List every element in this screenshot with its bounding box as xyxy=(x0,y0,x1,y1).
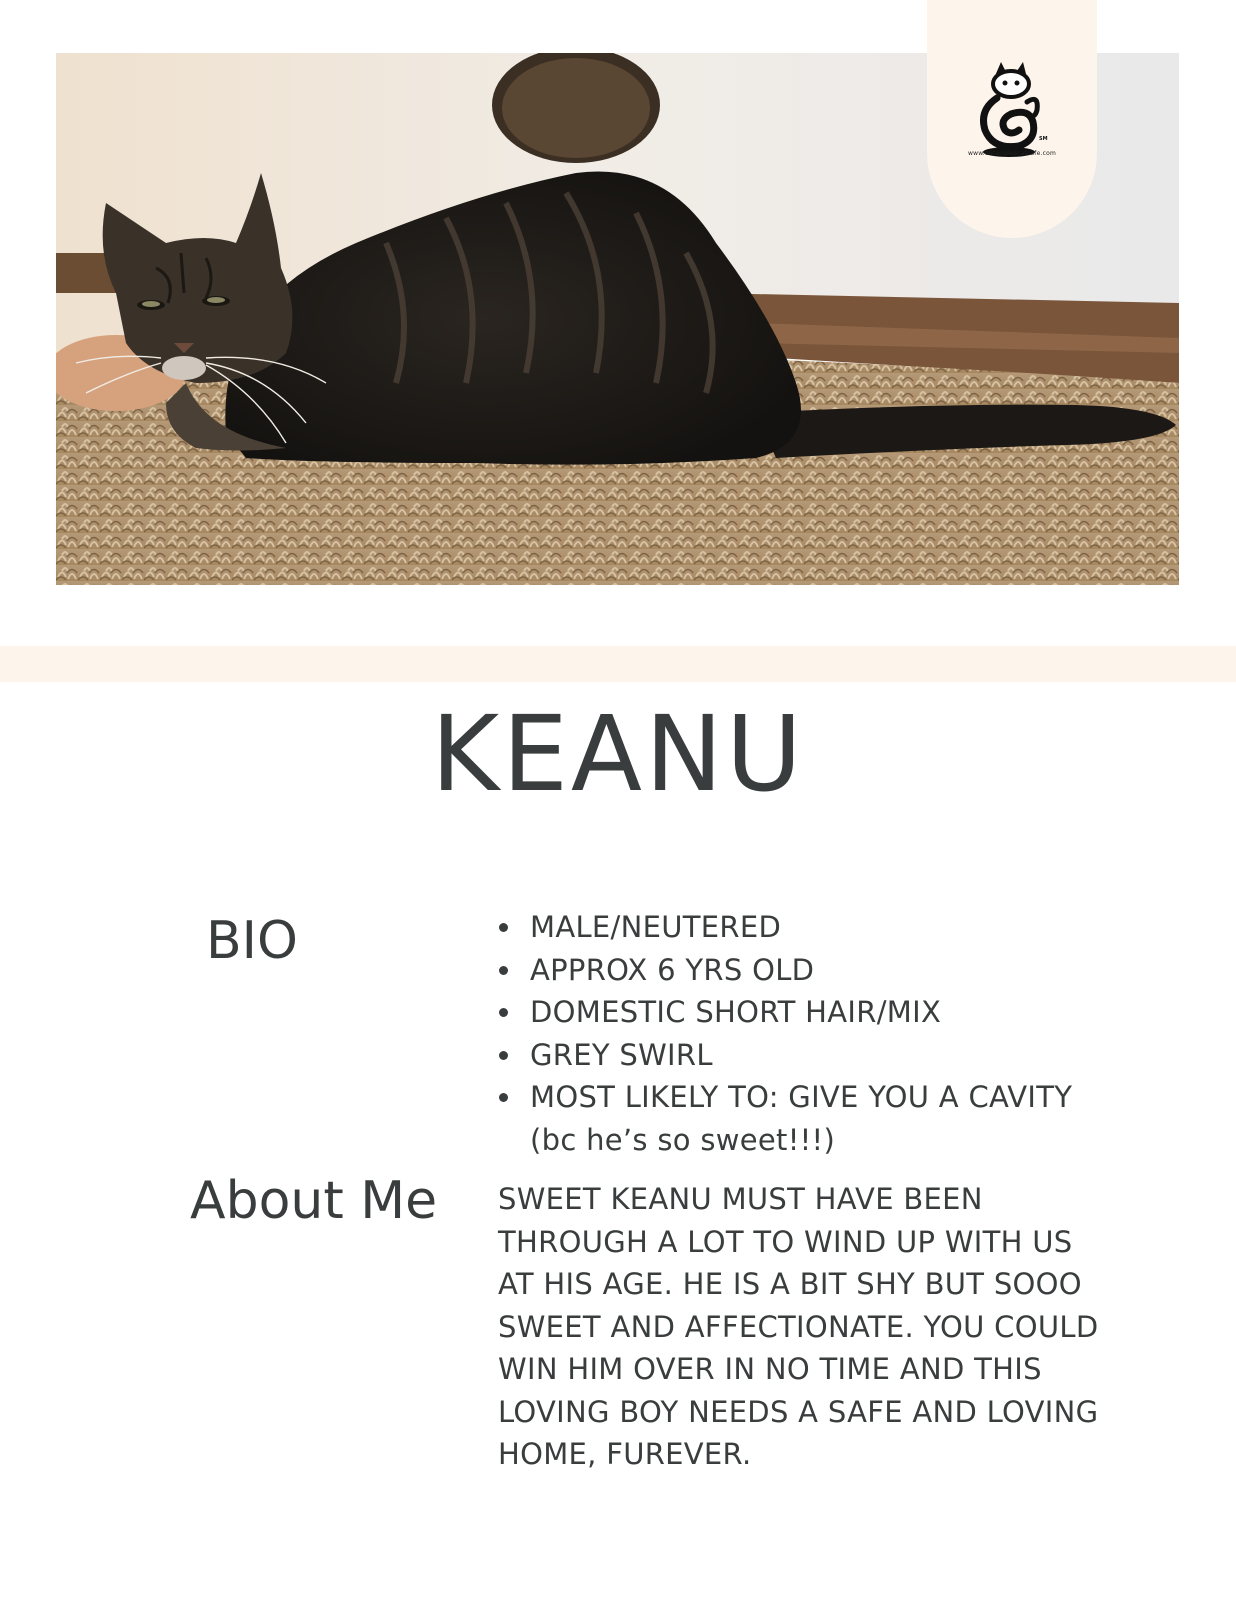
cat-name-title: KEANU xyxy=(431,693,805,815)
bio-item-note: (bc he’s so sweet!!!) xyxy=(530,1122,836,1157)
accent-band xyxy=(0,646,1236,682)
about-label: About Me xyxy=(190,1171,438,1231)
bio-label: BIO xyxy=(206,911,298,971)
bio-item-breed: • DOMESTIC SHORT HAIR/MIX xyxy=(524,991,1072,1034)
bio-item-most-likely xyxy=(524,1076,1072,1161)
bio-item-sex: • MALE/NEUTERED xyxy=(524,906,1072,949)
service-mark: SM xyxy=(1039,136,1048,142)
bio-list xyxy=(490,906,1072,1161)
about-text: SWEET KEANU MUST HAVE BEEN THROUGH A LOT TO WIND UP WITH US AT HIS AGE. HE IS A BIT SHY BUT SOOO SWEET AND AFFECTIONATE. YOU COULD WIN HIM OVER IN NO TIME AND THIS LOVING BOY NEEDS A SAFE AND LOVING HOME, FUREVER. xyxy=(498,1182,1099,1471)
bio-item-most-likely-text: MOST LIKELY TO: GIVE YOU A CAVITY xyxy=(530,1080,1073,1114)
bio-item-color: • GREY SWIRL xyxy=(524,1034,1072,1077)
bio-item-age: • APPROX 6 YRS OLD xyxy=(524,949,1072,992)
logo-badge xyxy=(927,0,1097,238)
logo-url: www.entangledcatcafe.com xyxy=(967,150,1056,157)
